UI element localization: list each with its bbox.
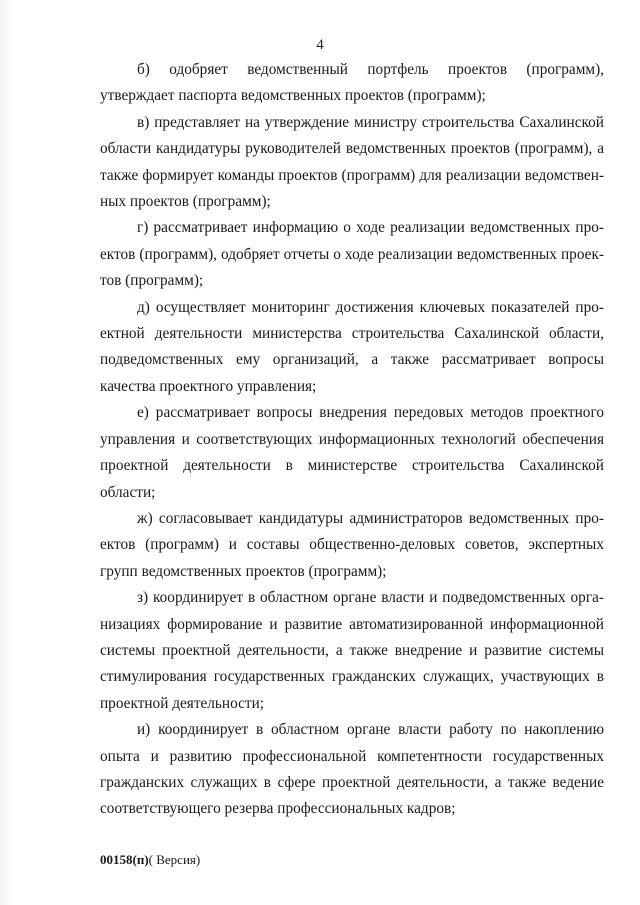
scan-edge-shadow xyxy=(0,0,14,905)
footer-document-code xyxy=(100,852,200,868)
paragraph-i: и) координирует в областном органе власти работу по накоплению опыта и развитию профессиональной компетентности государственных гражданских служащих в сфере проектной деятельности, а также ведение соответствующего резерва профессиональных кадров; xyxy=(100,721,604,818)
footer-code-version: ( Версия) xyxy=(148,852,201,867)
paragraph-b: б) одобряет ведомственный портфель проектов (программ), утверждает паспорта ведомственных проектов (программ); xyxy=(100,61,604,105)
document-body xyxy=(100,57,604,823)
paragraph-z: з) координирует в областном органе власти и подведомственных организациях формирование и развитие автоматизированной информационной системы проектной деятельности, а также внедрение и развитие системы стимулирования государственных гражданских служащих, участвующих в проектной деятельности; xyxy=(100,589,604,712)
paragraph-d: д) осуществляет мониторинг достижения ключевых показателей проектной деятельности министерства строительства Сахалинской области, подведомственных ему организаций, а также рассматривает вопросы качества проектного управления; xyxy=(100,298,604,395)
paragraph-v: в) представляет на утверждение министру строительства Сахалинской области кандидатуры руководителей ведомственных проектов (программ), а также формирует команды проектов (программ) для реализации ведомственных проектов (программ); xyxy=(100,113,604,211)
page-number: 4 xyxy=(316,37,324,53)
paragraph-g: г) рассматривает информацию о ходе реализации ведомственных проектов (программ), одобряет отчеты о ходе реализации ведомственных проектов (программ); xyxy=(100,219,604,290)
paragraph-zh: ж) согласовывает кандидатуры администраторов ведомственных проектов (программ) и составы общественно-деловых советов, экспертных групп ведомственных проектов (программ); xyxy=(100,509,604,580)
footer-code-number: 00158(п) xyxy=(100,852,149,867)
paragraph-e: е) рассматривает вопросы внедрения передовых методов проектного управления и соответствующих информационных технологий обеспечения проектной деятельности в министерстве строительства Сахалинской области; xyxy=(100,404,604,501)
